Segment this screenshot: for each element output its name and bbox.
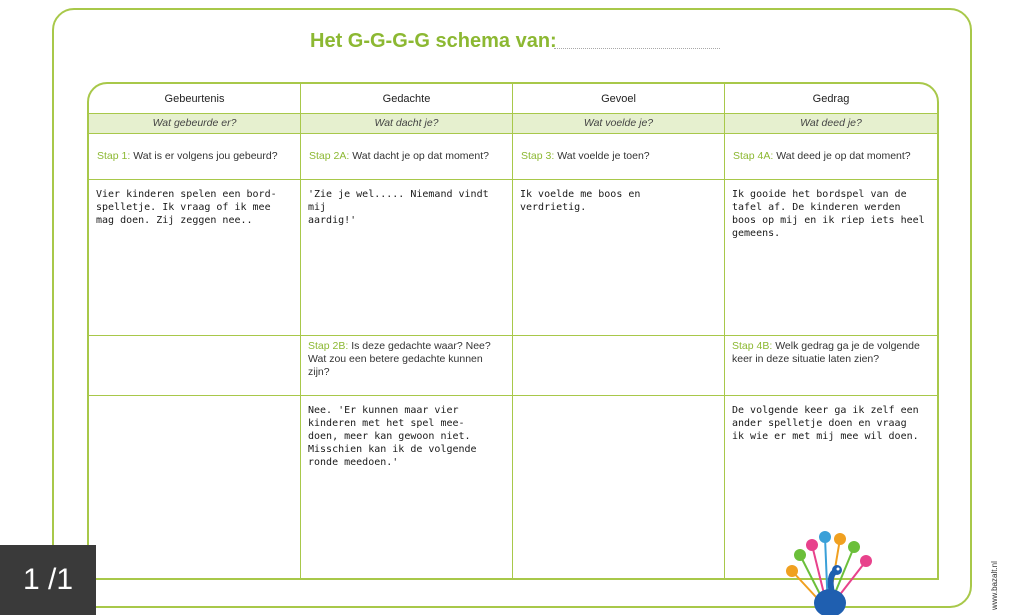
name-fill-line	[554, 48, 720, 49]
answer-next-behaviour[interactable]: De volgende keer ga ik zelf een ander spelletje doen en vraag ik wie er met mij mee wil doen.	[732, 405, 919, 442]
page-counter: 1 /1	[0, 545, 96, 615]
step-label: Stap 2A:	[309, 150, 350, 162]
header-gevoel: Gevoel	[513, 84, 725, 114]
answer-better-thought[interactable]: Nee. 'Er kunnen maar vier kinderen met het spel mee- doen, meer kan gewoon niet. Misschien kan ik de volgende ronde meedoen.'	[301, 396, 513, 580]
step-2a-cell	[301, 134, 513, 180]
step-label: Stap 1:	[97, 150, 131, 162]
peacock-icon	[770, 515, 890, 615]
step-1-cell	[89, 134, 301, 180]
step-row-2-empty-1	[89, 336, 301, 396]
step-4a-cell	[725, 134, 937, 180]
step-label: Stap 3:	[521, 150, 555, 162]
step-row-2	[89, 336, 937, 396]
subheader-row	[89, 114, 937, 134]
worksheet-title: Het G-G-G-G schema van:	[310, 30, 557, 52]
step-text: Wat is er volgens jou gebeurd?	[133, 150, 278, 162]
site-url: www.bazalt.nl	[990, 561, 999, 610]
answer-row-1	[89, 180, 937, 336]
answer-gedrag[interactable]: Ik gooide het bordspel van de tafel af. De kinderen werden boos op mij en ik riep iets heel gemeens.	[725, 180, 937, 336]
step-2b-cell	[301, 336, 513, 396]
step-text: Wat deed je op dat moment?	[776, 150, 911, 162]
subheader-gedrag: Wat deed je?	[725, 114, 937, 134]
header-row	[89, 84, 937, 114]
header-gedachte: Gedachte	[301, 84, 513, 114]
step-text: Wat dacht je op dat moment?	[352, 150, 489, 162]
subheader-gevoel: Wat voelde je?	[513, 114, 725, 134]
step-label: Stap 4B:	[732, 340, 773, 352]
step-4b-cell	[725, 336, 937, 396]
header-gedrag: Gedrag	[725, 84, 937, 114]
step-text: Is deze gedachte waar? Nee? Wat zou een betere gedachte kunnen zijn?	[308, 340, 491, 378]
subheader-gebeurtenis: Wat gebeurde er?	[89, 114, 301, 134]
step-row-1	[89, 134, 937, 180]
step-label: Stap 2B:	[308, 340, 349, 352]
header-gebeurtenis: Gebeurtenis	[89, 84, 301, 114]
answer-2-gevoel[interactable]	[513, 396, 725, 580]
step-row-2-empty-3	[513, 336, 725, 396]
answer-2-gebeurtenis[interactable]	[89, 396, 301, 580]
step-text: Wat voelde je toen?	[557, 150, 650, 162]
step-label: Stap 4A:	[733, 150, 774, 162]
answer-gedachte[interactable]: 'Zie je wel..... Niemand vindt mij aardig!'	[301, 180, 513, 336]
answer-gevoel[interactable]: Ik voelde me boos en verdrietig.	[513, 180, 725, 336]
answer-gebeurtenis[interactable]: Vier kinderen spelen een bord- spelletje. Ik vraag of ik mee mag doen. Zij zeggen nee..	[89, 180, 301, 336]
gggg-table	[87, 82, 939, 580]
step-3-cell	[513, 134, 725, 180]
step-text: Welk gedrag ga je de volgende keer in deze situatie laten zien?	[732, 340, 920, 365]
subheader-gedachte: Wat dacht je?	[301, 114, 513, 134]
